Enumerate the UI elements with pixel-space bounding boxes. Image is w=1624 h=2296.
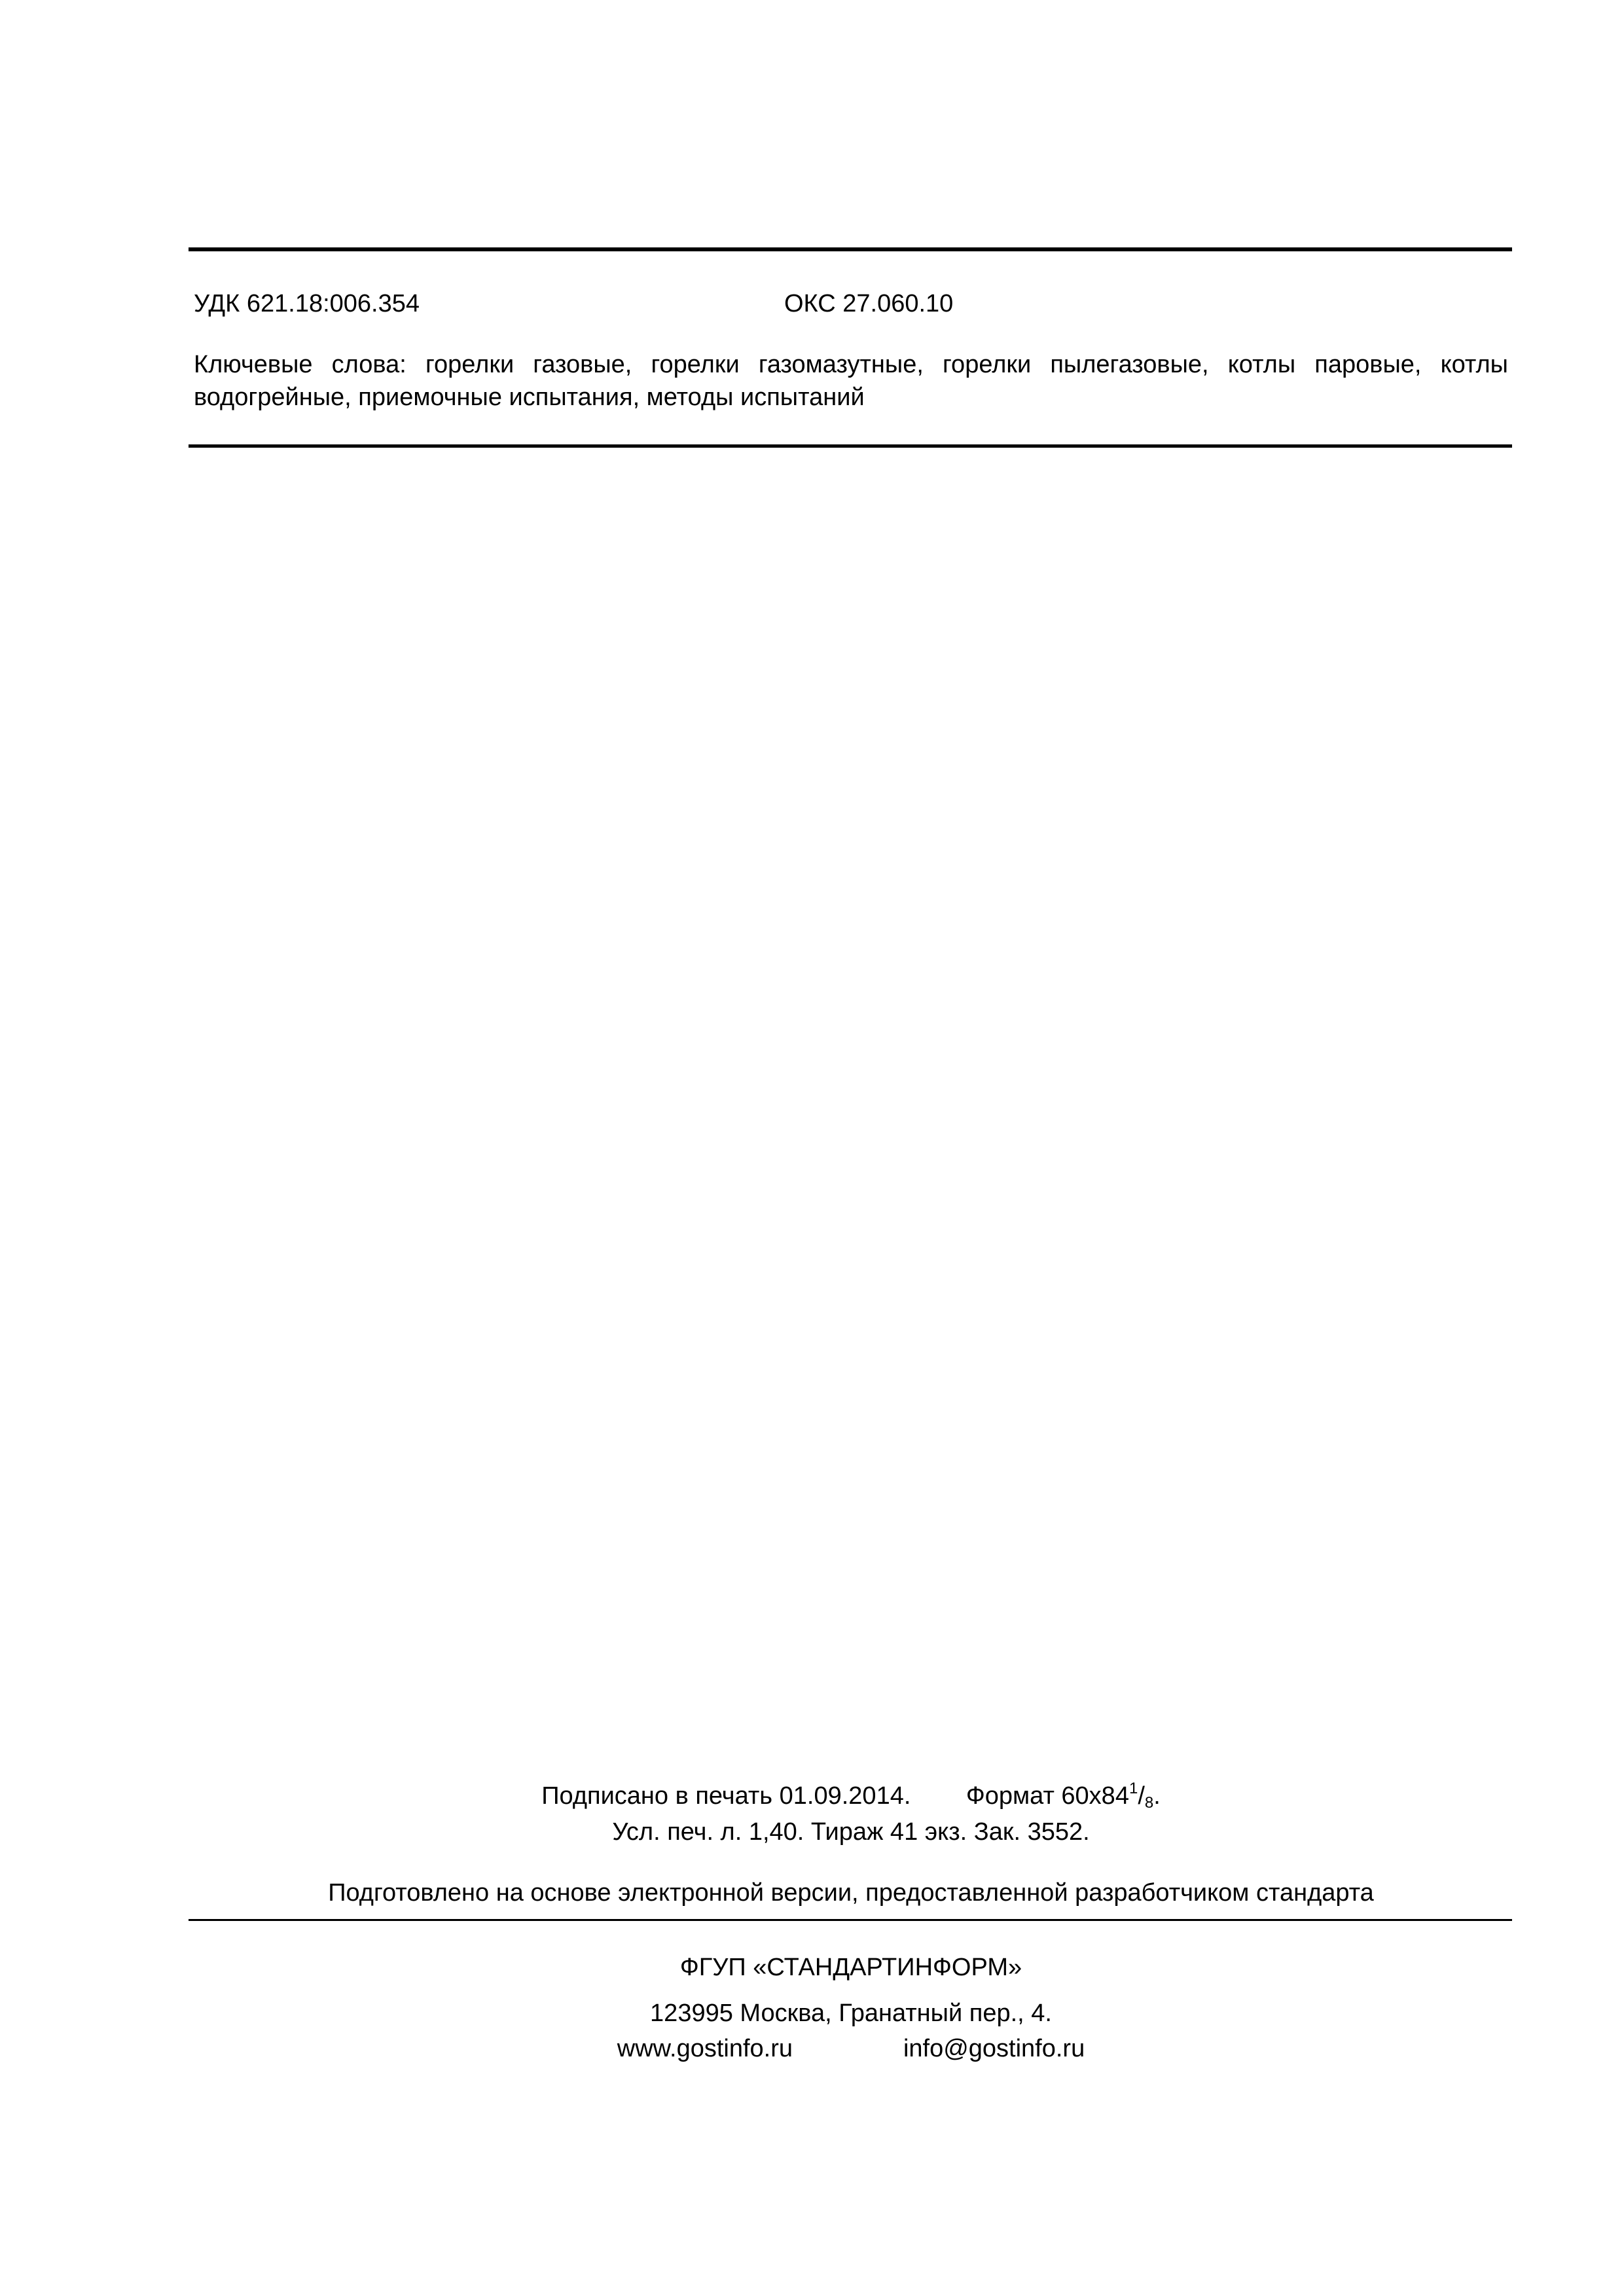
format-denominator: 8 bbox=[1144, 1794, 1154, 1812]
publisher-name: ФГУП «СТАНДАРТИНФОРМ» bbox=[679, 1954, 1022, 1981]
publisher-contacts bbox=[0, 2033, 1624, 2064]
print-details: Усл. печ. л. 1,40. Тираж 41 экз. Зак. 3552. bbox=[612, 1818, 1090, 1846]
oks-code: ОКС 27.060.10 bbox=[784, 290, 954, 317]
imprint-line-signed bbox=[0, 1780, 1624, 1812]
keywords-paragraph: Ключевые слова: горелки газовые, горелки газомазутные, горелки пылегазовые, котлы паровые, котлы водогрейные, приемочные испытания, методы испытаний bbox=[194, 351, 1508, 411]
udk-code: УДК 621.18:006.354 bbox=[194, 290, 420, 317]
top-rule bbox=[189, 247, 1512, 251]
format-slash: / bbox=[1138, 1782, 1145, 1810]
website-link[interactable]: www.gostinfo.ru bbox=[617, 2035, 793, 2062]
keywords-bottom-rule bbox=[189, 444, 1512, 448]
format-numerator: 1 bbox=[1128, 1780, 1138, 1797]
imprint-spacer bbox=[911, 1782, 965, 1810]
publisher-address: 123995 Москва, Гранатный пер., 4. bbox=[650, 2000, 1052, 2027]
prepared-note: Подготовлено на основе электронной версии, предоставленной разработчиком стандарта bbox=[328, 1879, 1374, 1907]
signed-date-text: Подписано в печать 01.09.2014. bbox=[541, 1782, 911, 1810]
publisher-rule bbox=[189, 1919, 1512, 1921]
email-link[interactable]: info@gostinfo.ru bbox=[903, 2035, 1085, 2062]
format-text: Формат 60x84 bbox=[965, 1782, 1129, 1810]
contacts-spacer bbox=[793, 2035, 903, 2062]
format-end: . bbox=[1153, 1782, 1161, 1810]
